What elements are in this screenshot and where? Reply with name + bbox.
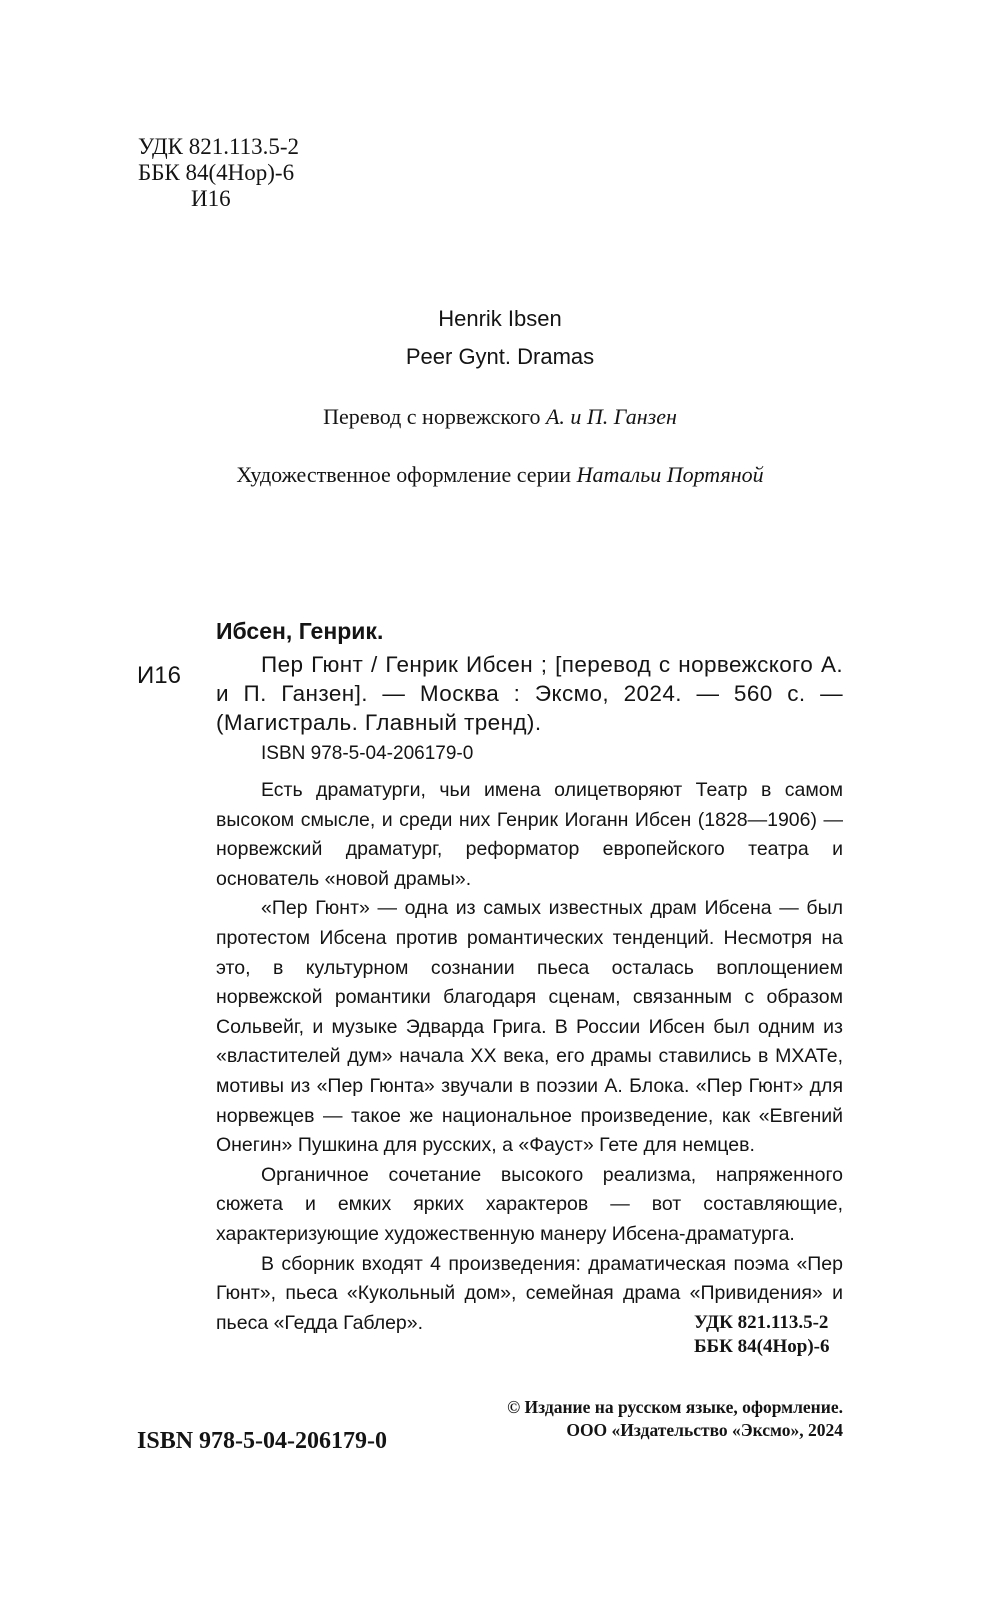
bbk-code-bottom: ББК 84(4Нор)-6 bbox=[694, 1336, 830, 1357]
design-credit bbox=[0, 462, 1000, 488]
bbk-code: ББК 84(4Нор)-6 bbox=[138, 160, 295, 185]
annotation-paragraph: Есть драматурги, чьи имена олицетворяют Театр в самом высоком смысле, и среди них Генрик Иоганн Ибсен (1828—1906) — норвежский драматург, реформатор европейского театра и основатель «новой драмы». bbox=[216, 779, 843, 890]
original-author: Henrik Ibsen bbox=[438, 306, 562, 331]
copyright-line-1: © Издание на русском языке, оформление. bbox=[507, 1397, 843, 1417]
annotation bbox=[216, 776, 843, 1338]
designer-name: Натальи Портяной bbox=[576, 462, 764, 487]
classification-codes-top bbox=[138, 134, 299, 212]
catalog-isbn: ISBN 978-5-04-206179-0 bbox=[261, 743, 474, 764]
original-title: Peer Gynt. Dramas bbox=[405, 344, 595, 369]
annotation-paragraph: В сборник входят 4 произведения: драматическая поэма «Пер Гюнт», пьеса «Кукольный дом», семейная драма «Привидения» и пьеса «Гедда Габлер». bbox=[216, 1252, 843, 1334]
classification-codes-bottom bbox=[694, 1311, 829, 1359]
bibliographic-description: Пер Гюнт / Генрик Ибсен ; [перевод с норвежского А. и П. Ганзен]. — Москва : Эксмо, 2024. — 560 с. — (Магистраль. Главный тренд). bbox=[216, 652, 843, 735]
annotation-paragraph: «Пер Гюнт» — одна из самых известных драм Ибсена — был протестом Ибсена против романтических тенденций. Несмотря на это, в культурном сознании пьеса осталась воплощением норвежской романтики благодаря сценам, связанным с образом Сольвейг, и музыке Эдварда Грига. В России Ибсен был одним из «властителей дум» начала XX века, его драмы ставились в МХАТе, мотивы из «Пер Гюнта» звучали в поэзии А. Блока. «Пер Гюнт» для норвежцев — такое же национальное произведение, как «Евгений Онегин» Пушкина для русских, а «Фауст» Гете для немцев. bbox=[216, 897, 843, 1157]
annotation-paragraph: Органичное сочетание высокого реализма, напряженного сюжета и емких ярких характеров — вот составляющие, характеризующие художественную манеру Ибсена-драматурга. bbox=[216, 1163, 843, 1245]
udk-code-bottom: УДК 821.113.5-2 bbox=[694, 1312, 829, 1333]
translation-prefix: Перевод с норвежского bbox=[323, 404, 541, 429]
copyright-line-2: ООО «Издательство «Эксмо», 2024 bbox=[566, 1420, 843, 1440]
copyright-notice bbox=[507, 1396, 843, 1442]
author-mark: И16 bbox=[191, 186, 231, 211]
translator-names: А. и П. Ганзен bbox=[545, 404, 677, 429]
udk-code: УДК 821.113.5-2 bbox=[138, 134, 300, 159]
isbn-bottom: ISBN 978-5-04-206179-0 bbox=[137, 1428, 387, 1454]
catalog-index: И16 bbox=[137, 662, 181, 689]
design-prefix: Художественное оформление серии bbox=[236, 462, 572, 487]
catalog-heading: Ибсен, Генрик. bbox=[216, 618, 384, 644]
translation-credit bbox=[0, 404, 1000, 430]
